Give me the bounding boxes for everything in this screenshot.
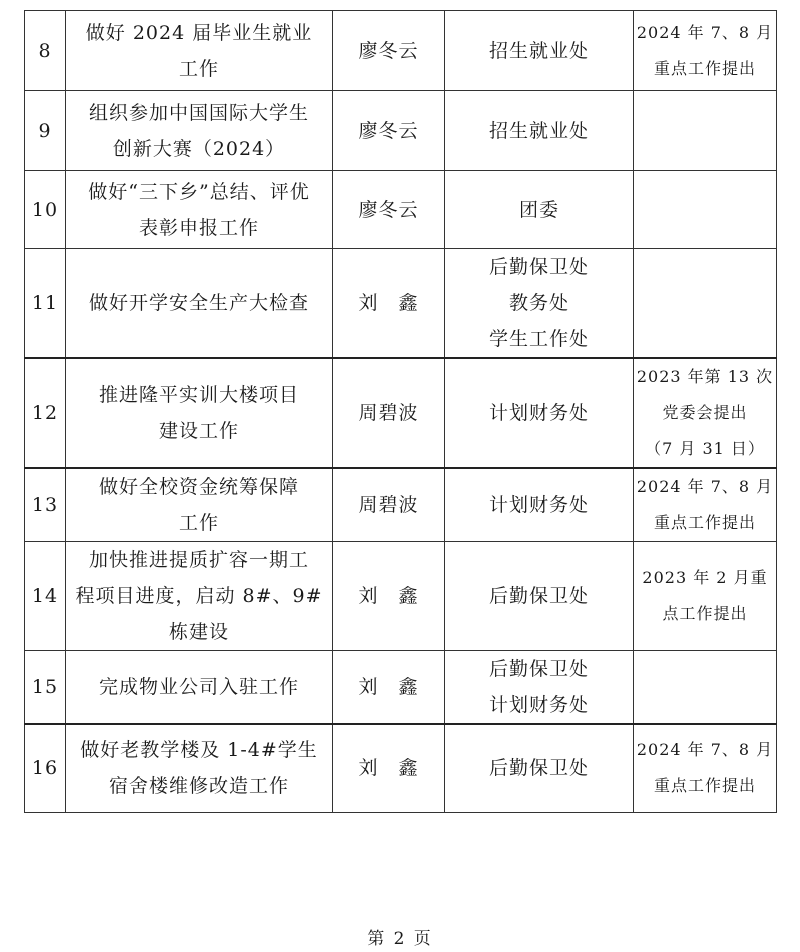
row-number: 12: [31, 402, 59, 424]
department-name: 招生就业处: [488, 39, 589, 62]
task-text: 表彰申报工作: [138, 216, 259, 239]
department-name: 招生就业处: [488, 119, 589, 142]
note-cell: [634, 249, 777, 359]
leader-name: 刘 鑫: [358, 757, 419, 780]
task-text: 做好老教学楼及 1-4#学生: [80, 739, 318, 762]
table-row: [25, 91, 777, 171]
department-cell: [445, 91, 634, 171]
note-text: 2023 年第 13 次: [636, 367, 774, 386]
table-row: [25, 171, 777, 249]
department-cell: [445, 249, 634, 359]
row-number: 9: [38, 119, 52, 142]
note-text: 2024 年 7、8 月: [636, 22, 774, 42]
department-name: 计划财务处: [488, 494, 589, 516]
leader-cell: [333, 468, 445, 542]
department-cell: [445, 468, 634, 542]
task-text: 组织参加中国国际大学生: [88, 101, 309, 124]
row-number-cell: [25, 249, 66, 359]
task-cell: [66, 11, 333, 91]
department-name: 后勤保卫处: [488, 658, 589, 680]
row-number: 13: [31, 494, 59, 516]
row-number-cell: [25, 91, 66, 171]
leader-name: 周碧波: [358, 494, 419, 516]
leader-cell: [333, 651, 445, 725]
table-row: [25, 468, 777, 542]
task-table-body: [25, 11, 777, 813]
department-cell: [445, 11, 634, 91]
task-text: 宿舍楼维修改造工作: [108, 775, 289, 798]
note-cell: [634, 91, 777, 171]
task-text: 创新大赛（2024）: [112, 137, 286, 160]
table-row: [25, 11, 777, 91]
task-cell: [66, 724, 333, 812]
department-name: 教务处: [508, 292, 569, 314]
row-number-cell: [25, 468, 66, 542]
department-name: 团委: [518, 198, 559, 221]
row-number: 10: [31, 198, 59, 221]
table-row: [25, 542, 777, 651]
leader-name: 刘 鑫: [358, 292, 419, 314]
page-number: 第 2 页: [367, 929, 433, 949]
row-number-cell: [25, 358, 66, 468]
row-number-cell: [25, 651, 66, 725]
row-number: 11: [31, 292, 59, 314]
note-cell: [634, 358, 777, 468]
task-table: [24, 10, 777, 813]
task-cell: [66, 651, 333, 725]
department-cell: [445, 724, 634, 812]
row-number: 14: [31, 585, 59, 607]
leader-name: 廖冬云: [358, 198, 419, 221]
task-text: 程项目进度，启动 8#、9#: [75, 585, 323, 607]
department-cell: [445, 358, 634, 468]
note-text: 重点工作提出: [653, 58, 756, 78]
task-text: 工作: [178, 512, 219, 534]
note-cell: [634, 468, 777, 542]
department-name: 计划财务处: [488, 402, 589, 424]
task-text: 建设工作: [158, 420, 239, 442]
task-text: 做好 2024 届毕业生就业: [85, 21, 313, 44]
leader-name: 周碧波: [358, 402, 419, 424]
note-text: 2023 年 2 月重: [642, 568, 768, 587]
note-cell: [634, 11, 777, 91]
task-cell: [66, 358, 333, 468]
task-cell: [66, 542, 333, 651]
note-text: （7 月 31 日）: [645, 439, 765, 458]
department-cell: [445, 171, 634, 249]
note-text: 重点工作提出: [653, 776, 756, 796]
leader-cell: [333, 91, 445, 171]
row-number: 8: [38, 39, 52, 62]
table-row: [25, 651, 777, 725]
task-cell: [66, 171, 333, 249]
table-row: [25, 724, 777, 812]
department-cell: [445, 542, 634, 651]
department-name: 后勤保卫处: [488, 757, 589, 780]
table-row: [25, 358, 777, 468]
department-name: 后勤保卫处: [488, 256, 589, 278]
note-text: 重点工作提出: [653, 513, 756, 532]
leader-cell: [333, 358, 445, 468]
task-text: 栋建设: [168, 621, 229, 643]
leader-cell: [333, 724, 445, 812]
task-cell: [66, 249, 333, 359]
row-number: 15: [31, 676, 59, 698]
row-number-cell: [25, 11, 66, 91]
department-name: 后勤保卫处: [488, 585, 589, 607]
note-cell: [634, 651, 777, 725]
leader-name: 廖冬云: [358, 119, 419, 142]
task-cell: [66, 468, 333, 542]
leader-cell: [333, 11, 445, 91]
row-number-cell: [25, 542, 66, 651]
note-text: 2024 年 7、8 月: [636, 740, 774, 760]
task-text: 加快推进提质扩容一期工: [88, 549, 309, 571]
leader-name: 刘 鑫: [358, 585, 419, 607]
note-cell: [634, 724, 777, 812]
department-name: 学生工作处: [488, 328, 589, 350]
note-text: 党委会提出: [662, 403, 748, 422]
note-text: 2024 年 7、8 月: [636, 477, 774, 496]
leader-name: 廖冬云: [358, 39, 419, 62]
leader-cell: [333, 171, 445, 249]
department-cell: [445, 651, 634, 725]
leader-cell: [333, 542, 445, 651]
department-name: 计划财务处: [488, 694, 589, 716]
leader-cell: [333, 249, 445, 359]
task-text: 做好“三下乡”总结、评优: [88, 180, 310, 203]
leader-name: 刘 鑫: [358, 676, 419, 698]
task-text: 做好全校资金统筹保障: [98, 476, 299, 498]
task-cell: [66, 91, 333, 171]
table-row: [25, 249, 777, 359]
note-cell: [634, 171, 777, 249]
task-text: 完成物业公司入驻工作: [98, 676, 299, 698]
note-cell: [634, 542, 777, 651]
row-number: 16: [31, 757, 59, 780]
task-text: 推进隆平实训大楼项目: [98, 384, 299, 406]
note-text: 点工作提出: [662, 604, 748, 623]
row-number-cell: [25, 724, 66, 812]
row-number-cell: [25, 171, 66, 249]
task-text: 做好开学安全生产大检查: [88, 292, 309, 314]
task-text: 工作: [178, 57, 219, 80]
